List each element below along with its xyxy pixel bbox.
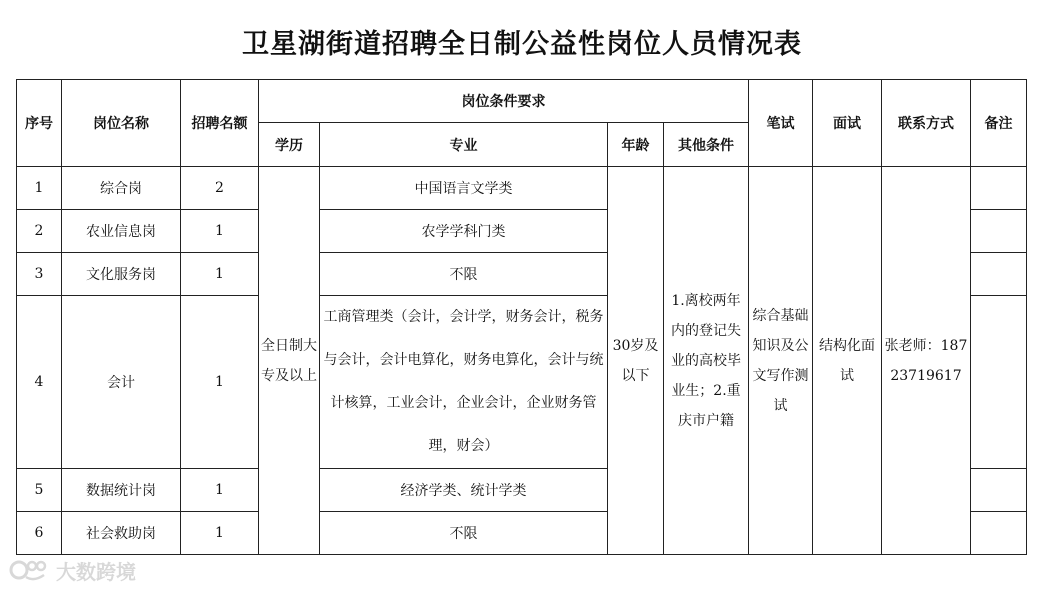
header-quota: 招聘名额 bbox=[181, 80, 259, 167]
table-row bbox=[17, 167, 1027, 210]
watermark bbox=[8, 556, 136, 584]
position-cell: 农业信息岗 bbox=[62, 210, 181, 253]
remark-cell bbox=[971, 210, 1027, 253]
age-cell: 30岁及以下 bbox=[608, 167, 664, 555]
brand-logo-icon bbox=[8, 557, 52, 583]
watermark-text: 大数跨境 bbox=[56, 559, 136, 584]
quota-cell: 1 bbox=[181, 296, 259, 469]
remark-cell bbox=[971, 512, 1027, 555]
major-cell: 中国语言文学类 bbox=[320, 167, 608, 210]
quota-cell: 1 bbox=[181, 469, 259, 512]
other-conditions-cell: 1.离校两年内的登记失业的高校毕业生；2.重庆市户籍 bbox=[664, 167, 749, 555]
position-cell: 综合岗 bbox=[62, 167, 181, 210]
header-major: 专业 bbox=[320, 123, 608, 167]
header-age: 年龄 bbox=[608, 123, 664, 167]
major-cell: 不限 bbox=[320, 512, 608, 555]
remark-cell bbox=[971, 469, 1027, 512]
position-cell: 会计 bbox=[62, 296, 181, 469]
major-cell: 不限 bbox=[320, 253, 608, 296]
header-position: 岗位名称 bbox=[62, 80, 181, 167]
recruitment-table bbox=[16, 79, 1027, 555]
education-cell: 全日制大专及以上 bbox=[259, 167, 320, 555]
seq-cell: 3 bbox=[17, 253, 62, 296]
interview-cell: 结构化面试 bbox=[813, 167, 882, 555]
position-cell: 数据统计岗 bbox=[62, 469, 181, 512]
header-interview: 面试 bbox=[813, 80, 882, 167]
major-cell: 经济学类、统计学类 bbox=[320, 469, 608, 512]
written-test-cell: 综合基础知识及公文写作测试 bbox=[749, 167, 813, 555]
header-education: 学历 bbox=[259, 123, 320, 167]
quota-cell: 1 bbox=[181, 253, 259, 296]
remark-cell bbox=[971, 253, 1027, 296]
seq-cell: 4 bbox=[17, 296, 62, 469]
quota-cell: 1 bbox=[181, 512, 259, 555]
seq-cell: 2 bbox=[17, 210, 62, 253]
remark-cell bbox=[971, 296, 1027, 469]
seq-cell: 5 bbox=[17, 469, 62, 512]
quota-cell: 2 bbox=[181, 167, 259, 210]
major-cell: 工商管理类（会计，会计学，财务会计，税务与会计，会计电算化，财务电算化，会计与统计核算，工业会计，企业会计，企业财务管理，财会） bbox=[320, 296, 608, 469]
header-remark: 备注 bbox=[971, 80, 1027, 167]
header-contact: 联系方式 bbox=[882, 80, 971, 167]
page-title: 卫星湖街道招聘全日制公益性岗位人员情况表 bbox=[242, 29, 802, 60]
major-cell: 农学学科门类 bbox=[320, 210, 608, 253]
contact-cell: 张老师：18723719617 bbox=[882, 167, 971, 555]
header-seq: 序号 bbox=[17, 80, 62, 167]
seq-cell: 6 bbox=[17, 512, 62, 555]
header-other: 其他条件 bbox=[664, 123, 749, 167]
position-cell: 文化服务岗 bbox=[62, 253, 181, 296]
header-requirements: 岗位条件要求 bbox=[259, 80, 749, 123]
seq-cell: 1 bbox=[17, 167, 62, 210]
remark-cell bbox=[971, 167, 1027, 210]
quota-cell: 1 bbox=[181, 210, 259, 253]
header-written: 笔试 bbox=[749, 80, 813, 167]
position-cell: 社会救助岗 bbox=[62, 512, 181, 555]
